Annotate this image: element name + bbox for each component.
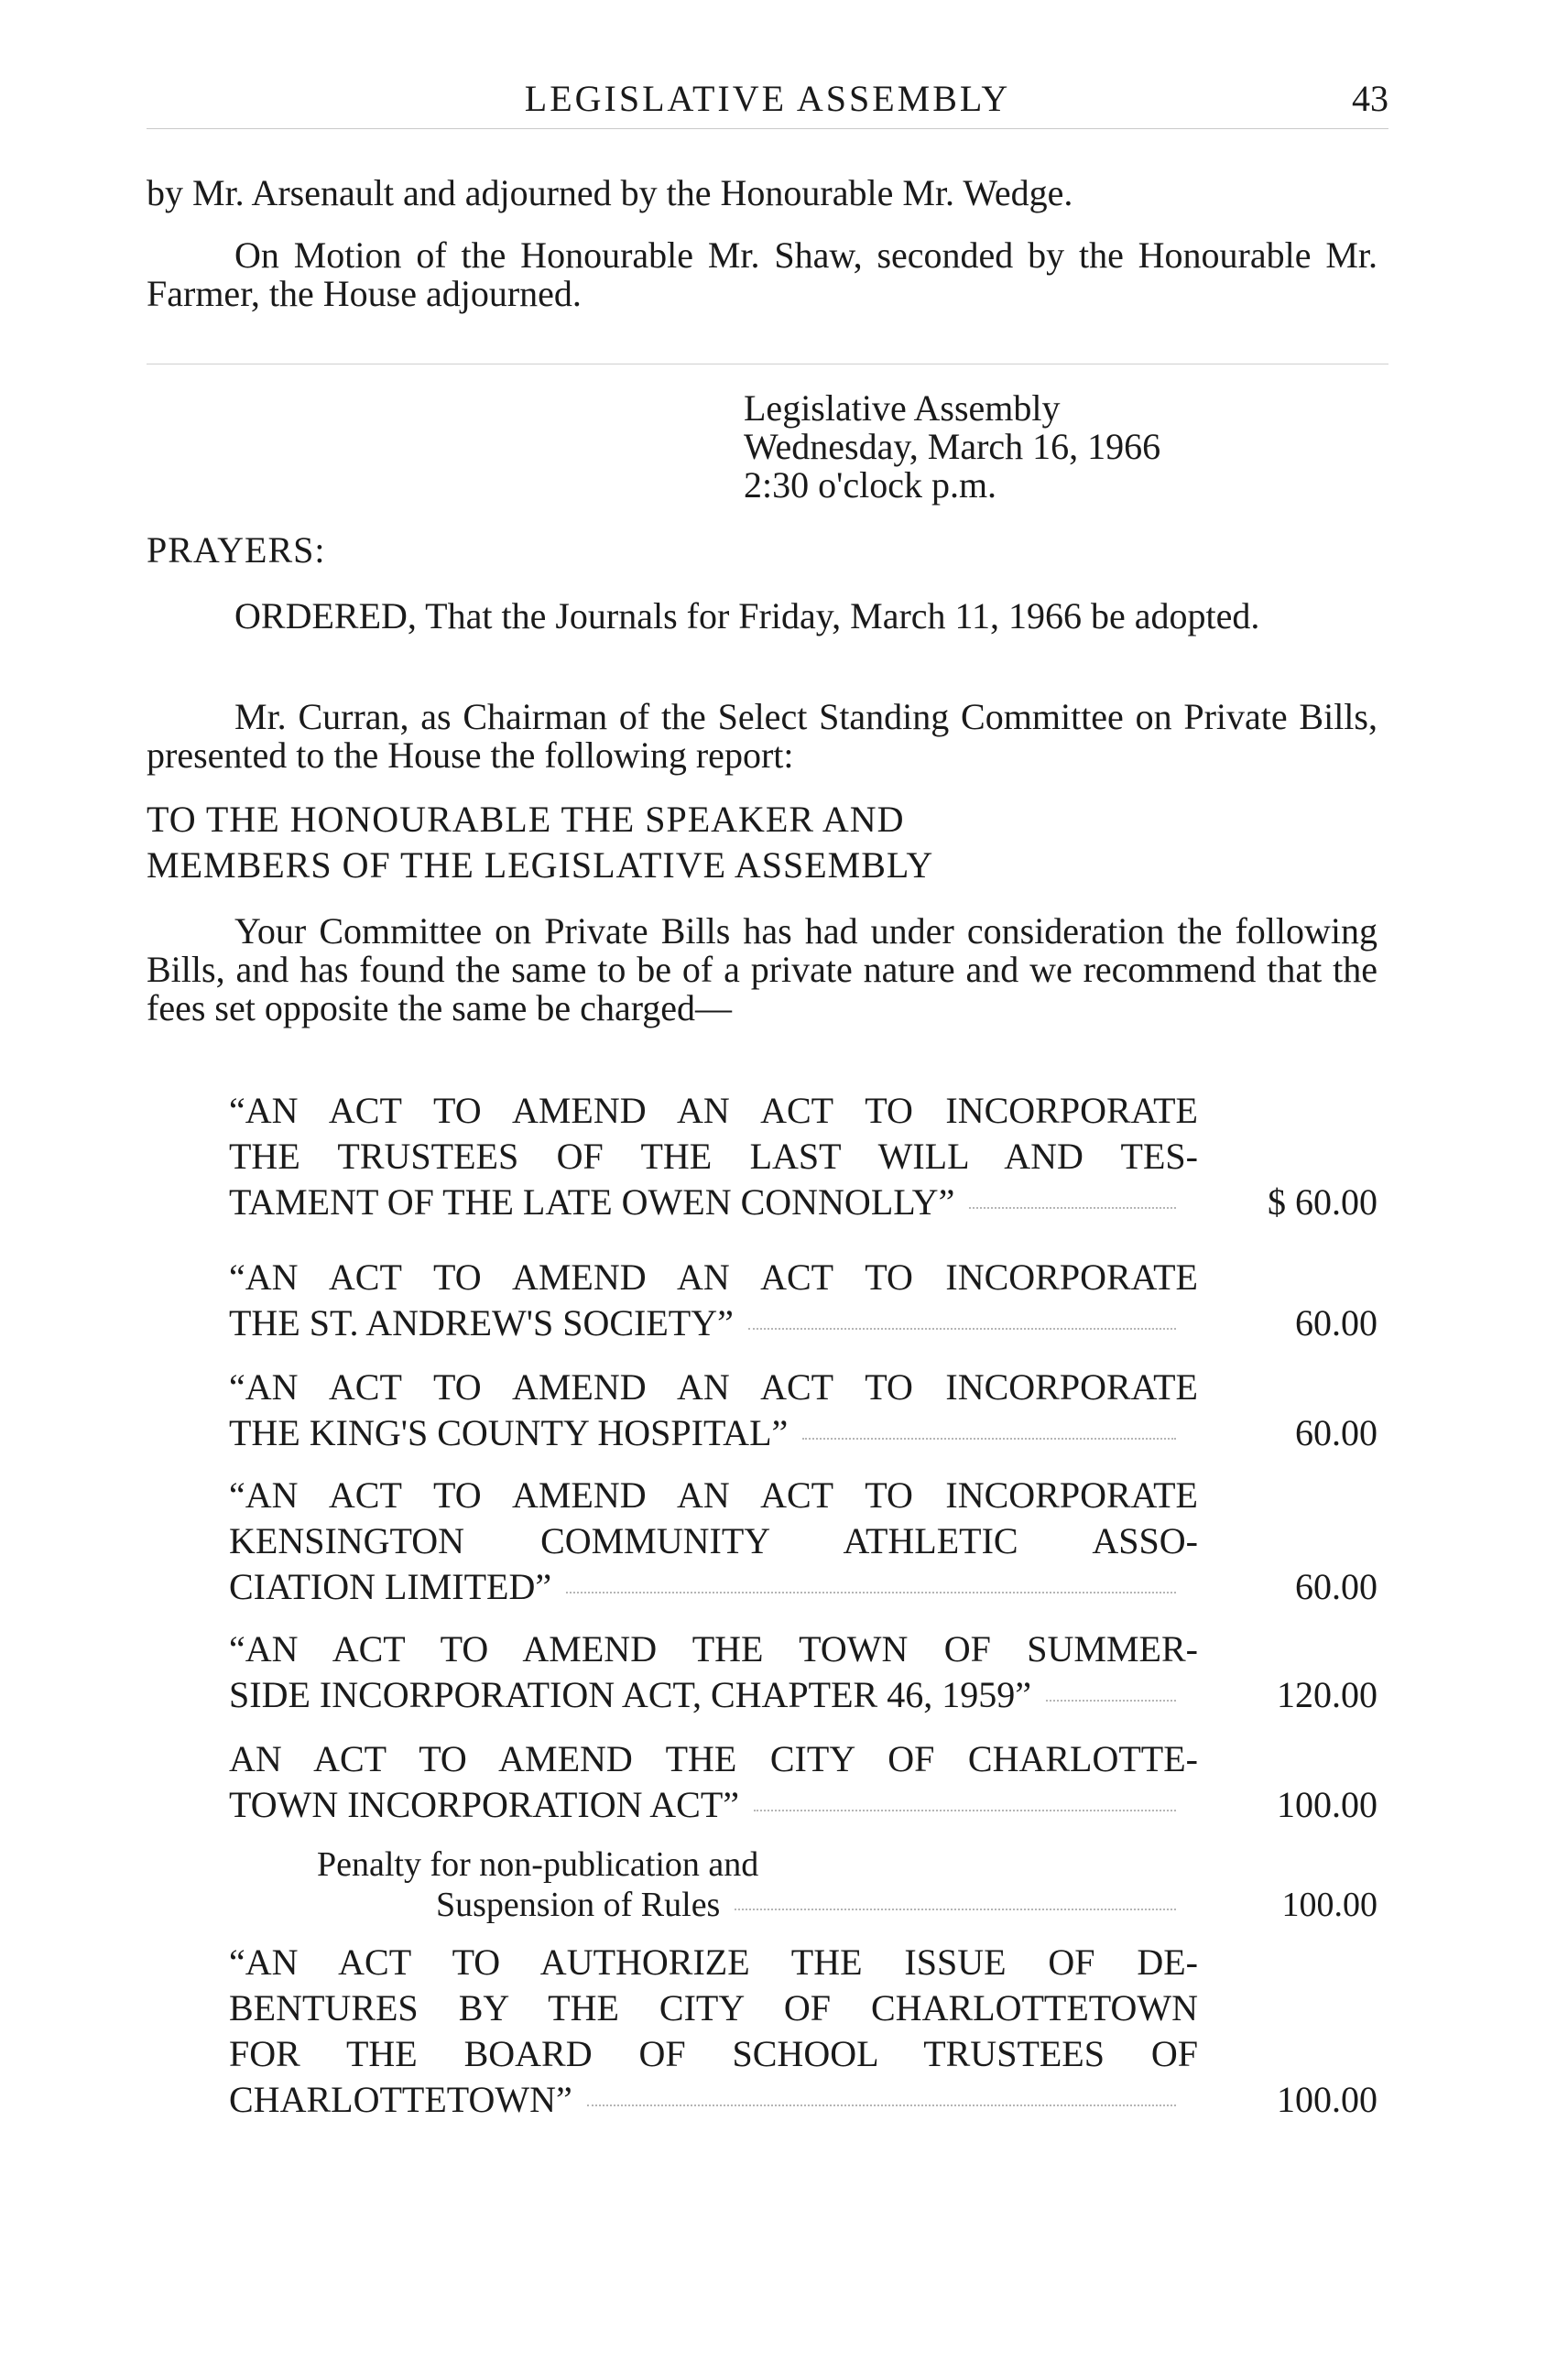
adjournment-motion: On Motion of the Honourable Mr. Shaw, seconded by the Honourable Mr. Farmer, the House adjourned. — [147, 234, 1377, 314]
bill-entry — [229, 1473, 1377, 1610]
bill-fee-amount: 60.00 — [1295, 1566, 1377, 1607]
bill-entry — [229, 1626, 1377, 1718]
penalty-line-1: Penalty for non-publication and — [317, 1845, 759, 1884]
sitting-dateline — [744, 389, 1160, 505]
dot-leader — [735, 1909, 1176, 1910]
bill-title-line: “AN ACT TO AMEND AN ACT TO INCORPORATE — [229, 1474, 1198, 1516]
prayers-heading: PRAYERS: — [147, 529, 326, 571]
bill-title-line: “AN ACT TO AMEND AN ACT TO INCORPORATE — [229, 1090, 1198, 1131]
bill-title-last-line: CIATION LIMITED” — [229, 1566, 552, 1607]
dot-leader — [802, 1438, 1176, 1440]
bill-fee-amount: 60.00 — [1295, 1412, 1377, 1453]
dateline-time: 2:30 o'clock p.m. — [744, 464, 997, 506]
bill-title-last-line: CHARLOTTETOWN” — [229, 2079, 572, 2120]
bill-title-last-line: TOWN INCORPORATION ACT” — [229, 1784, 740, 1825]
address-line-2: MEMBERS OF THE LEGISLATIVE ASSEMBLY — [147, 844, 934, 886]
bill-title-last-line: TAMENT OF THE LATE OWEN CONNOLLY” — [229, 1181, 955, 1223]
bill-title-line: AN ACT TO AMEND THE CITY OF CHARLOTTE- — [229, 1738, 1198, 1779]
penalty-item — [229, 1844, 1377, 1925]
dot-leader — [587, 2105, 1176, 2106]
bill-entry — [229, 1255, 1377, 1346]
dot-leader — [969, 1207, 1176, 1209]
adjournment-line: by Mr. Arsenault and adjourned by the Honourable Mr. Wedge. — [147, 172, 1073, 213]
dot-leader — [754, 1810, 1176, 1811]
bill-entry — [229, 1365, 1377, 1456]
bill-entry — [229, 1088, 1377, 1225]
bill-fee-amount: $ 60.00 — [1268, 1181, 1377, 1223]
dot-leader — [1046, 1700, 1176, 1702]
bill-title-line: FOR THE BOARD OF SCHOOL TRUSTEES OF — [229, 2033, 1198, 2074]
bill-entry — [229, 1940, 1377, 2123]
bill-fee-amount: 60.00 — [1295, 1302, 1377, 1343]
ordered-paragraph: ORDERED, That the Journals for Friday, March 11, 1966 be adopted. — [234, 595, 1260, 636]
bill-fee-amount: 100.00 — [1277, 2079, 1377, 2120]
bill-entry — [229, 1736, 1377, 1828]
dot-leader — [566, 1592, 1176, 1593]
page-header — [147, 77, 1388, 129]
penalty-amount: 100.00 — [1281, 1886, 1377, 1924]
bill-title-last-line: SIDE INCORPORATION ACT, CHAPTER 46, 1959” — [229, 1674, 1031, 1715]
bill-title-line: “AN ACT TO AMEND THE TOWN OF SUMMER- — [229, 1628, 1198, 1669]
dateline-date: Wednesday, March 16, 1966 — [744, 426, 1161, 467]
dot-leader — [748, 1328, 1176, 1330]
dateline-assembly: Legislative Assembly — [744, 387, 1061, 429]
report-address — [147, 797, 933, 888]
curran-paragraph: Mr. Curran, as Chairman of the Select Standing Committee on Private Bills, presented to the House the following report: — [147, 696, 1377, 776]
bill-title-line: “AN ACT TO AMEND AN ACT TO INCORPORATE — [229, 1366, 1198, 1408]
bill-title-last-line: THE ST. ANDREW'S SOCIETY” — [229, 1302, 734, 1343]
penalty-line-2: Suspension of Rules — [436, 1886, 721, 1924]
page-number: 43 — [1352, 78, 1388, 119]
bill-title-line: “AN ACT TO AMEND AN ACT TO INCORPORATE — [229, 1256, 1198, 1298]
committee-paragraph: Your Committee on Private Bills has had under consideration the following Bills, and has found the same to be of a private nature and we recommend that the fees set opposite the same be charged— — [147, 910, 1377, 1028]
bill-fee-amount: 120.00 — [1277, 1674, 1377, 1715]
bill-title-line: KENSINGTON COMMUNITY ATHLETIC ASSO- — [229, 1520, 1198, 1561]
bill-title-line: “AN ACT TO AUTHORIZE THE ISSUE OF DE- — [229, 1941, 1198, 1983]
bill-title-last-line: THE KING'S COUNTY HOSPITAL” — [229, 1412, 789, 1453]
address-line-1: TO THE HONOURABLE THE SPEAKER AND — [147, 799, 905, 840]
bill-title-line: BENTURES BY THE CITY OF CHARLOTTETOWN — [229, 1987, 1198, 2028]
running-title: LEGISLATIVE ASSEMBLY — [524, 78, 1011, 119]
bill-fee-amount: 100.00 — [1277, 1784, 1377, 1825]
bill-title-line: THE TRUSTEES OF THE LAST WILL AND TES- — [229, 1136, 1198, 1177]
